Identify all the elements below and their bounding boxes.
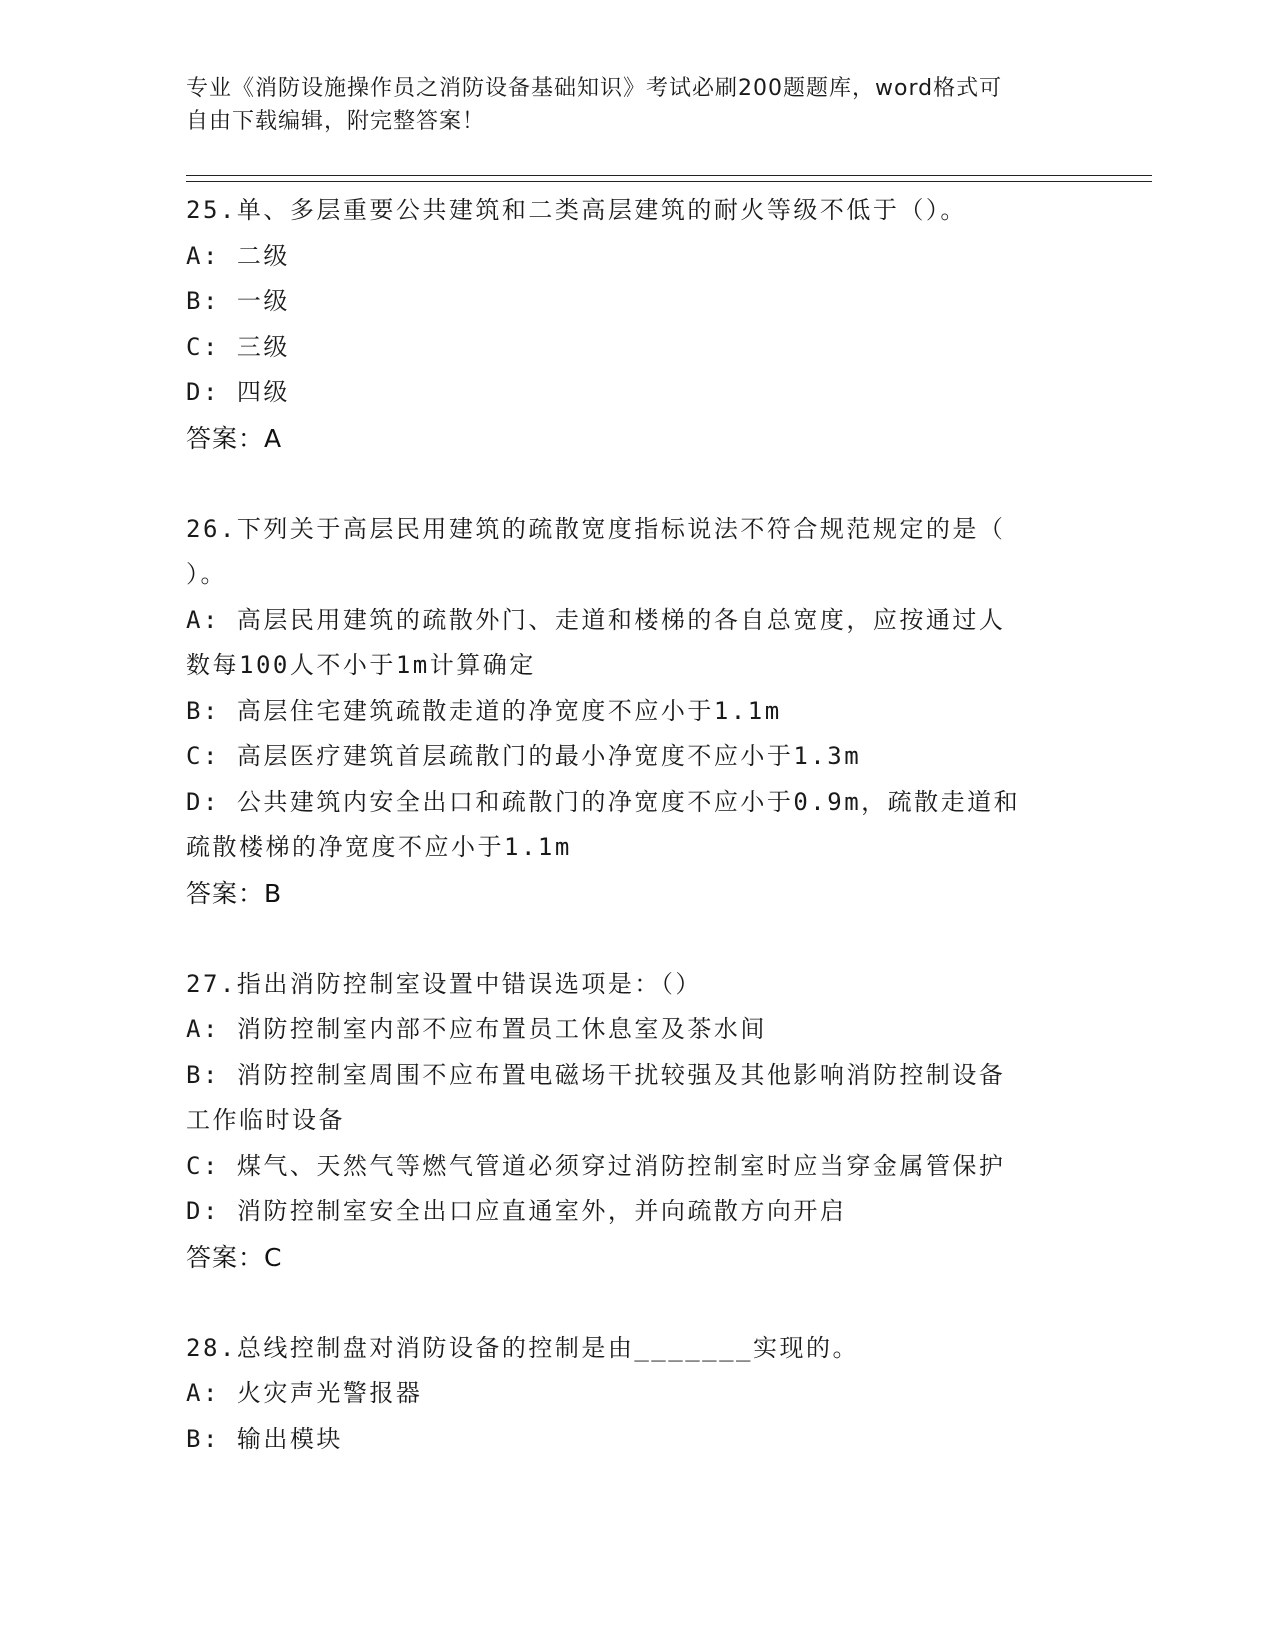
- answer-option-line: D: 四级: [186, 378, 290, 406]
- question-stem: [186, 1326, 1086, 1372]
- answer-option-line: A: 高层民用建筑的疏散外门、走道和楼梯的各自总宽度，应按通过人: [186, 605, 1006, 634]
- header-rule-bottom: [186, 181, 1152, 182]
- answer-option-line: B: 消防控制室周围不应布置电磁场干扰较强及其他影响消防控制设备: [186, 1060, 1006, 1089]
- question-stem-line: 27.指出消防控制室设置中错误选项是：（）: [186, 969, 702, 998]
- answer-option-line: B: 一级: [186, 287, 290, 315]
- answer-option: [186, 734, 1086, 780]
- answer-option: [186, 598, 1086, 689]
- answer-option-line: C: 三级: [186, 332, 290, 361]
- answer-option-line: A: 火灾声光警报器: [186, 1379, 423, 1407]
- answer-option: [186, 370, 1086, 416]
- question-block: [186, 188, 1086, 461]
- question-block: [186, 507, 1086, 917]
- answer-option: [186, 1371, 1086, 1417]
- answer-option: [186, 234, 1086, 280]
- question-stem: [186, 188, 1086, 234]
- question-stem: [186, 962, 1086, 1008]
- header-rule-top: [186, 175, 1152, 176]
- question-spacer: [186, 916, 1086, 962]
- question-block: [186, 962, 1086, 1281]
- answer-option-line: 疏散楼梯的净宽度不应小于1.1m: [186, 833, 572, 861]
- answer-option-line: 数每100人不小于1m计算确定: [186, 651, 536, 679]
- answer-option: [186, 1144, 1086, 1190]
- answer-option-line: D: 公共建筑内安全出口和疏散门的净宽度不应小于0.9m，疏散走道和: [186, 787, 1021, 816]
- answer-option-line: D: 消防控制室安全出口应直通室外，并向疏散方向开启: [186, 1197, 847, 1225]
- question-spacer: [186, 461, 1086, 507]
- answer-option: [186, 1189, 1086, 1235]
- question-spacer: [186, 1280, 1086, 1326]
- question-stem-line: 26.下列关于高层民用建筑的疏散宽度指标说法不符合规范规定的是（: [186, 514, 1006, 543]
- answer-option: [186, 780, 1086, 871]
- answer-option: [186, 325, 1086, 371]
- answer-key: 答案：A: [186, 423, 283, 453]
- answer-option-line: A: 消防控制室内部不应布置员工休息室及茶水间: [186, 1015, 767, 1043]
- document-header: [186, 72, 1086, 138]
- answer-key: 答案：B: [186, 878, 283, 908]
- answer-option: [186, 279, 1086, 325]
- question-list: [186, 188, 1086, 1462]
- answer-option: [186, 1053, 1086, 1144]
- question-stem-line: 25.单、多层重要公共建筑和二类高层建筑的耐火等级不低于（）。: [186, 196, 967, 224]
- question-block: [186, 1326, 1086, 1463]
- answer-option-line: A: 二级: [186, 241, 290, 270]
- question-stem: [186, 507, 1086, 598]
- answer-option: [186, 1417, 1086, 1463]
- header-line: 专业《消防设施操作员之消防设备基础知识》考试必刷200题题库，word格式可: [186, 76, 1003, 101]
- question-stem-line: 28.总线控制盘对消防设备的控制是由_______实现的。: [186, 1333, 859, 1362]
- answer-option-line: B: 输出模块: [186, 1424, 343, 1453]
- answer-key: 答案：C: [186, 1242, 283, 1272]
- answer-option: [186, 1007, 1086, 1053]
- question-stem-line: ）。: [186, 560, 227, 588]
- header-line: 自由下载编辑，附完整答案！: [186, 109, 486, 134]
- answer-option-line: C: 高层医疗建筑首层疏散门的最小净宽度不应小于1.3m: [186, 742, 862, 770]
- answer-option-line: 工作临时设备: [186, 1106, 345, 1134]
- answer-option-line: B: 高层住宅建筑疏散走道的净宽度不应小于1.1m: [186, 696, 782, 725]
- answer-option-line: C: 煤气、天然气等燃气管道必须穿过消防控制室时应当穿金属管保护: [186, 1151, 1006, 1180]
- answer-option: [186, 689, 1086, 735]
